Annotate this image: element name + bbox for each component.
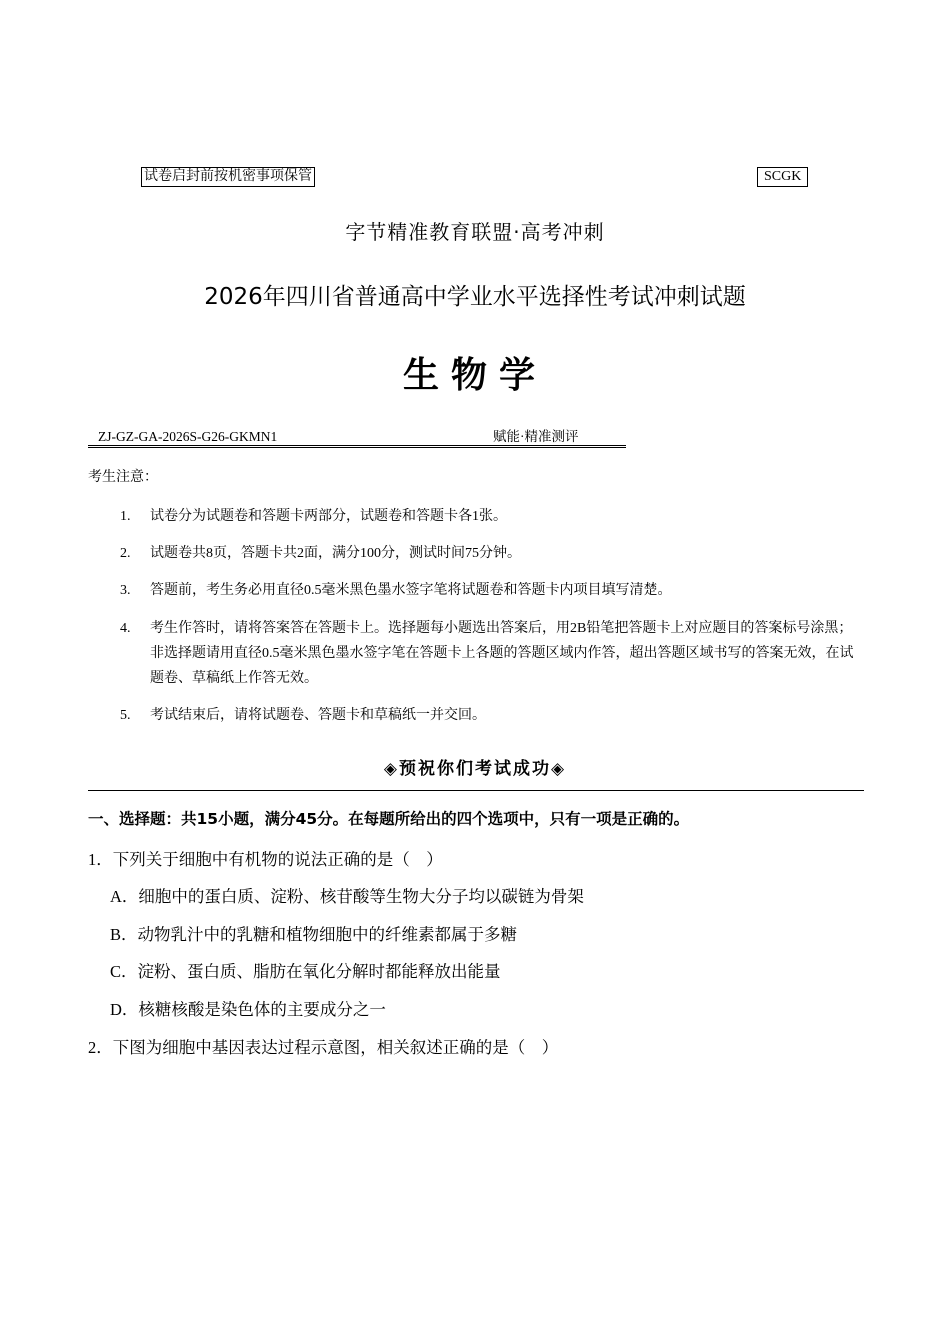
notice-item-number: 3.: [120, 583, 131, 598]
confidential-label: 试卷启封前按机密事项保管: [141, 167, 315, 187]
paper-code-line: [88, 428, 626, 448]
notice-heading: 考生注意：: [88, 470, 158, 485]
exam-code-badge: SCGK: [757, 167, 808, 187]
section-heading: 一、选择题：共15小题，满分45分。在每题所给出的四个选项中，只有一项是正确的。: [88, 810, 690, 828]
notice-item: [120, 578, 865, 603]
notice-item-number: 5.: [120, 708, 131, 723]
exam-title: 2026年四川省普通高中学业水平选择性考试冲刺试题: [204, 284, 746, 310]
paper-code: ZJ-GZ-GA-2026S-G26-GKMN1: [98, 429, 278, 444]
notice-item-number: 2.: [120, 546, 131, 561]
notice-item-number: 1.: [120, 509, 131, 524]
notice-item: [120, 703, 865, 728]
alliance-title: 字节精准教育联盟·高考冲刺: [345, 220, 605, 244]
notice-item: [120, 504, 865, 529]
notice-item-text: 试题卷共8页，答题卡共2面，满分100分，测试时间75分钟。: [150, 546, 521, 561]
subject-title: 生物学: [402, 355, 547, 396]
notice-item-text: 答题前，考生务必用直径0.5毫米黑色墨水签字笔将试题卷和答题卡内项目填写清楚。: [150, 583, 672, 598]
notice-item-text: 考试结束后，请将试题卷、答题卡和草稿纸一并交回。: [150, 708, 486, 723]
good-luck-message: ◈预祝你们考试成功◈: [383, 759, 567, 778]
question-stem: 1．下列关于细胞中有机物的说法正确的是（ ）: [88, 850, 443, 869]
question-stem: 2．下图为细胞中基因表达过程示意图，相关叙述正确的是（ ）: [88, 1038, 559, 1057]
question-option: B．动物乳汁中的乳糖和植物细胞中的纤维素都属于多糖: [110, 925, 518, 944]
question-option: D．核糖核酸是染色体的主要成分之一: [110, 1000, 386, 1019]
question-option: A．细胞中的蛋白质、淀粉、核苷酸等生物大分子均以碳链为骨架: [110, 887, 584, 906]
notice-item-text: 考生作答时，请将答案答在答题卡上。选择题每小题选出答案后，用2B铅笔把答题卡上对应题目的答案标号涂黑；非选择题请用直径0.5毫米黑色墨水签字笔在答题卡上各题的答题区域内作答，超出答题区域书写的答案无效，在试题卷、草稿纸上作答无效。: [150, 621, 854, 686]
notice-item-text: 试卷分为试题卷和答题卡两部分，试题卷和答题卡各1张。: [150, 509, 507, 524]
paper-tag: 赋能·精准测评: [493, 429, 579, 444]
question-option: C．淀粉、蛋白质、脂肪在氧化分解时都能释放出能量: [110, 962, 501, 981]
notice-item-number: 4.: [120, 621, 131, 636]
section-divider: [88, 790, 864, 791]
notice-item: [120, 541, 865, 566]
notice-item: [120, 616, 865, 691]
